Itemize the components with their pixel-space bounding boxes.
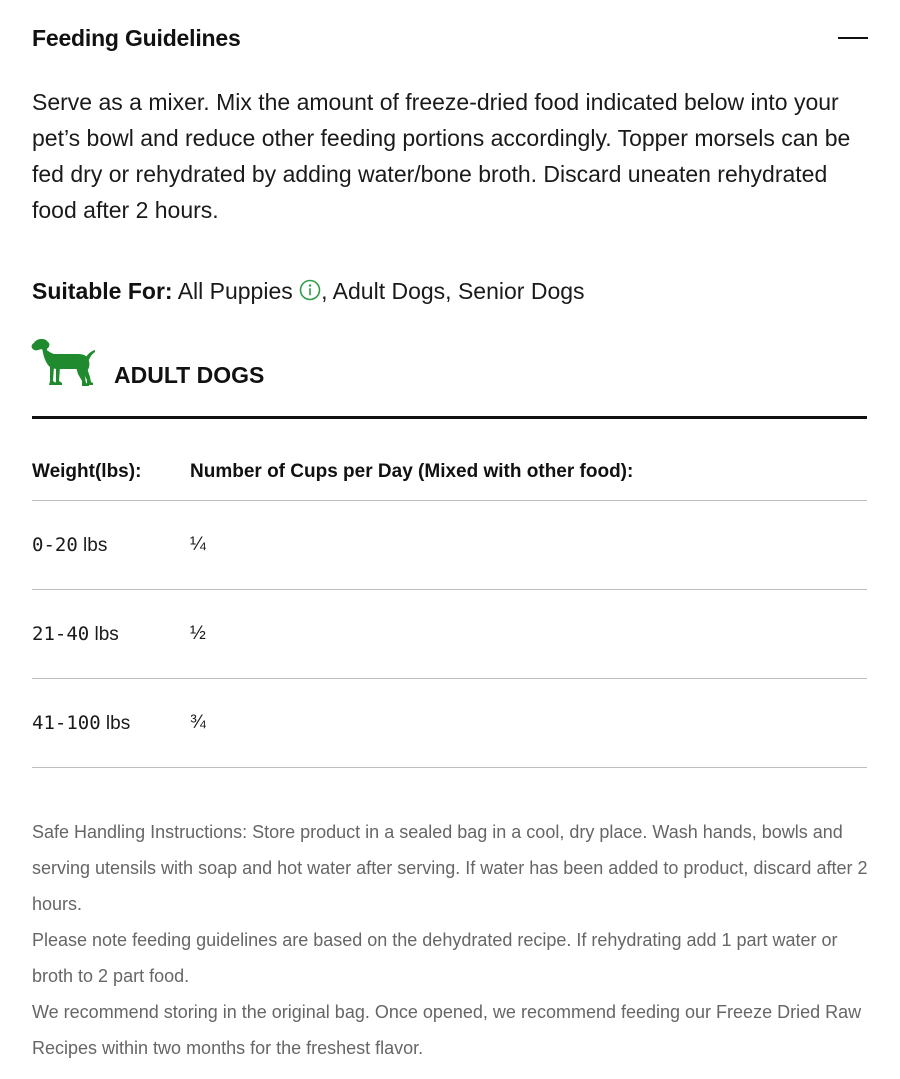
section-title: Feeding Guidelines — [32, 25, 241, 51]
dog-section-title: ADULT DOGS — [114, 362, 265, 388]
weight-unit: lbs — [100, 713, 131, 734]
feeding-table — [32, 443, 867, 768]
table-row — [32, 501, 867, 590]
weight-unit: lbs — [77, 535, 108, 556]
storage-note: We recommend storing in the original bag. Once opened, we recommend feeding our Freeze Dried Raw Recipes within two months for the freshest flavor. — [32, 1002, 862, 1058]
collapse-button[interactable] — [838, 28, 868, 48]
cups-cell: ¼ — [190, 534, 206, 555]
cups-cell: ½ — [190, 623, 206, 644]
suitable-for-label: Suitable For: — [32, 278, 173, 304]
intro-paragraph: Serve as a mixer. Mix the amount of freeze-dried food indicated below into your pet’s bowl and reduce other feeding portions accordingly. Topper morsels can be fed dry or rehydrated by adding water/bone broth. Discard uneaten rehydrated food after 2 hours. — [32, 89, 851, 223]
info-icon[interactable] — [299, 275, 321, 297]
cups-column-header: Number of Cups per Day (Mixed with other food): — [190, 461, 634, 482]
weight-range: 21-40 — [32, 623, 90, 645]
feeding-guidelines-header[interactable] — [32, 22, 868, 56]
weight-column-header: Weight(lbs): — [32, 461, 142, 482]
weight-unit: lbs — [89, 624, 119, 645]
suitable-others: , Adult Dogs, Senior Dogs — [321, 278, 585, 304]
dog-section-heading — [30, 335, 866, 395]
weight-cell — [32, 620, 119, 649]
suitable-for-line — [32, 273, 868, 309]
section-divider — [32, 416, 867, 419]
weight-range: 41-100 — [32, 712, 101, 734]
table-header-row — [32, 443, 867, 501]
table-row — [32, 679, 867, 768]
suitable-all-puppies: All Puppies — [177, 278, 293, 304]
table-row — [32, 590, 867, 679]
safe-handling-note: Safe Handling Instructions: Store product in a sealed bag in a cool, dry place. Wash hands, bowls and serving utensils with soap and hot water after serving. If water has been added to product, discard after 2 hours. — [32, 822, 868, 914]
cups-cell: ¾ — [190, 712, 206, 733]
weight-range: 0-20 — [32, 534, 78, 556]
handling-notes — [32, 814, 872, 1066]
weight-cell — [32, 531, 107, 560]
rehydrating-note: Please note feeding guidelines are based on the dehydrated recipe. If rehydrating add 1 part water or broth to 2 part food. — [32, 930, 838, 986]
weight-cell — [32, 709, 130, 738]
dog-icon — [30, 337, 96, 387]
minus-icon — [838, 37, 868, 39]
